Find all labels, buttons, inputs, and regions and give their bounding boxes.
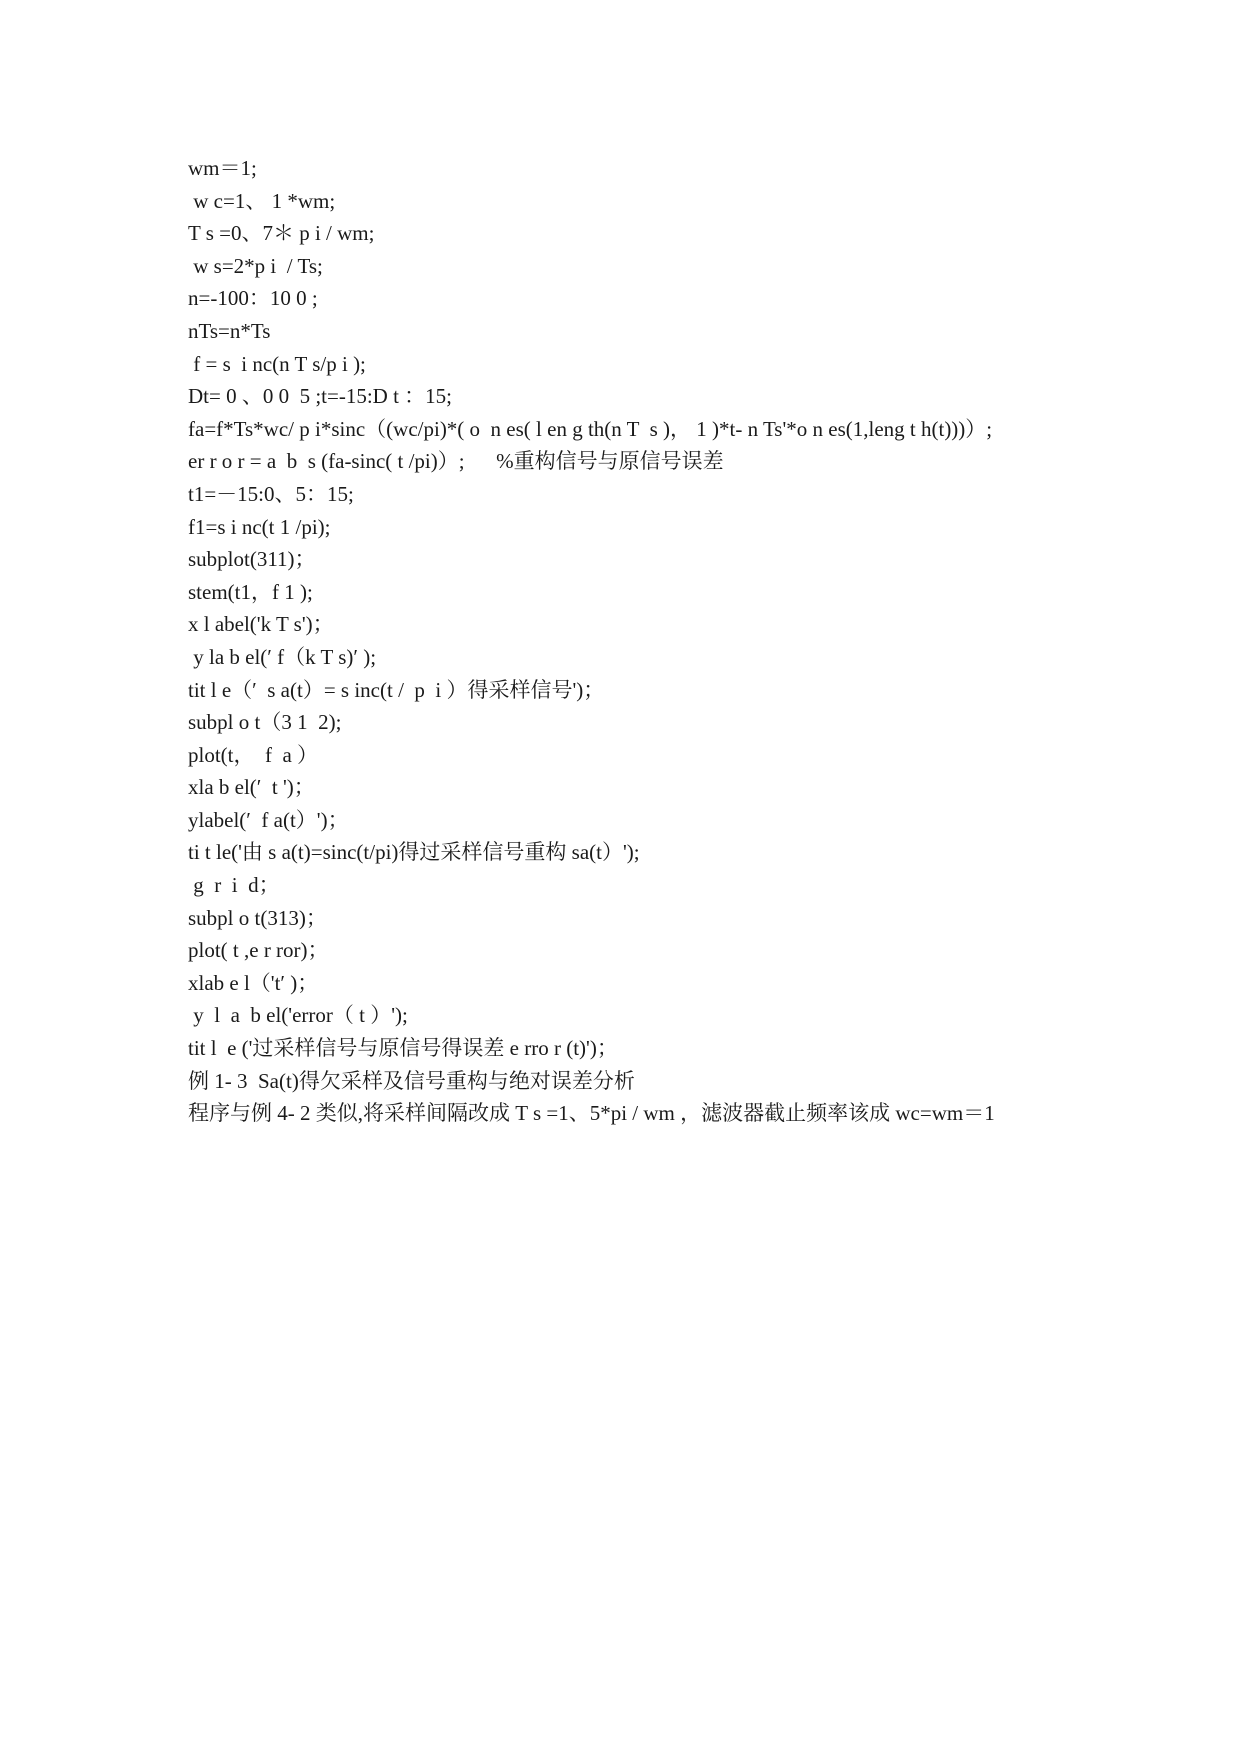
code-line: f = s i nc(n T s/p i );: [188, 351, 366, 376]
code-line: nTs=n*Ts: [188, 318, 271, 343]
code-line: plot( t ,e r ror)；: [188, 938, 329, 963]
code-line: fa=f*Ts*wc/ p i*sinc（(wc/pi)*( o n es( l en g th(n T s )， 1 )*t- n Ts'*o n es(1,leng t h(t)))）;: [188, 416, 993, 441]
code-line: wm＝1;: [188, 156, 257, 180]
code-line: y l a b el('error（ t ）');: [188, 1003, 408, 1028]
code-line: stem(t1，f 1 );: [188, 579, 313, 604]
code-line: Dt= 0 、0 0 5 ;t=-15:D t ：15;: [188, 384, 453, 409]
code-listing: [188, 152, 1198, 1130]
code-line: subplot(311)；: [188, 547, 316, 572]
code-line: tit l e（′ s a(t）= s inc(t / p i ）得采样信号')；: [188, 677, 605, 702]
code-line: w s=2*p i / Ts;: [188, 253, 323, 278]
code-line: tit l e ('过采样信号与原信号得误差 e rro r (t)')；: [188, 1036, 618, 1061]
code-line: ti t le('由 s a(t)=sinc(t/pi)得过采样信号重构 sa(t）');: [188, 840, 640, 865]
code-line: er r o r = a b s (fa-sinc( t /pi)）; %重构信号与原信号误差: [188, 449, 724, 474]
code-line: g r i d；: [188, 873, 280, 898]
code-line: y la b el(′ f（k T s)′ );: [188, 644, 377, 669]
code-line: f1=s i nc(t 1 /pi);: [188, 514, 331, 539]
code-line: x l abel('k T s')；: [188, 612, 334, 637]
example-heading: 例 1- 3 Sa(t)得欠采样及信号重构与绝对误差分析: [188, 1068, 635, 1093]
code-line: ylabel(′ f a(t）')；: [188, 807, 349, 832]
code-line: subpl o t(313)；: [188, 905, 327, 930]
code-line: xlab e l（'t′ )；: [188, 970, 319, 995]
code-line: w c=1、 1 *wm;: [188, 188, 336, 213]
code-line: subpl o t（3 1 2);: [188, 710, 342, 735]
code-line: n=-100：10 0 ;: [188, 286, 318, 311]
paragraph-text: 程序与例 4- 2 类似,将采样间隔改成 T s =1、5*pi / wm ，滤波器截止频率该成 wc=wm＝1: [188, 1101, 995, 1126]
code-line: xla b el(′ t ')；: [188, 775, 315, 800]
code-line: t1=－15:0、5：15;: [188, 481, 354, 506]
code-line: plot(t， f a ）: [188, 742, 319, 767]
code-line: T s =0、7＊ p i / wm;: [188, 221, 375, 246]
